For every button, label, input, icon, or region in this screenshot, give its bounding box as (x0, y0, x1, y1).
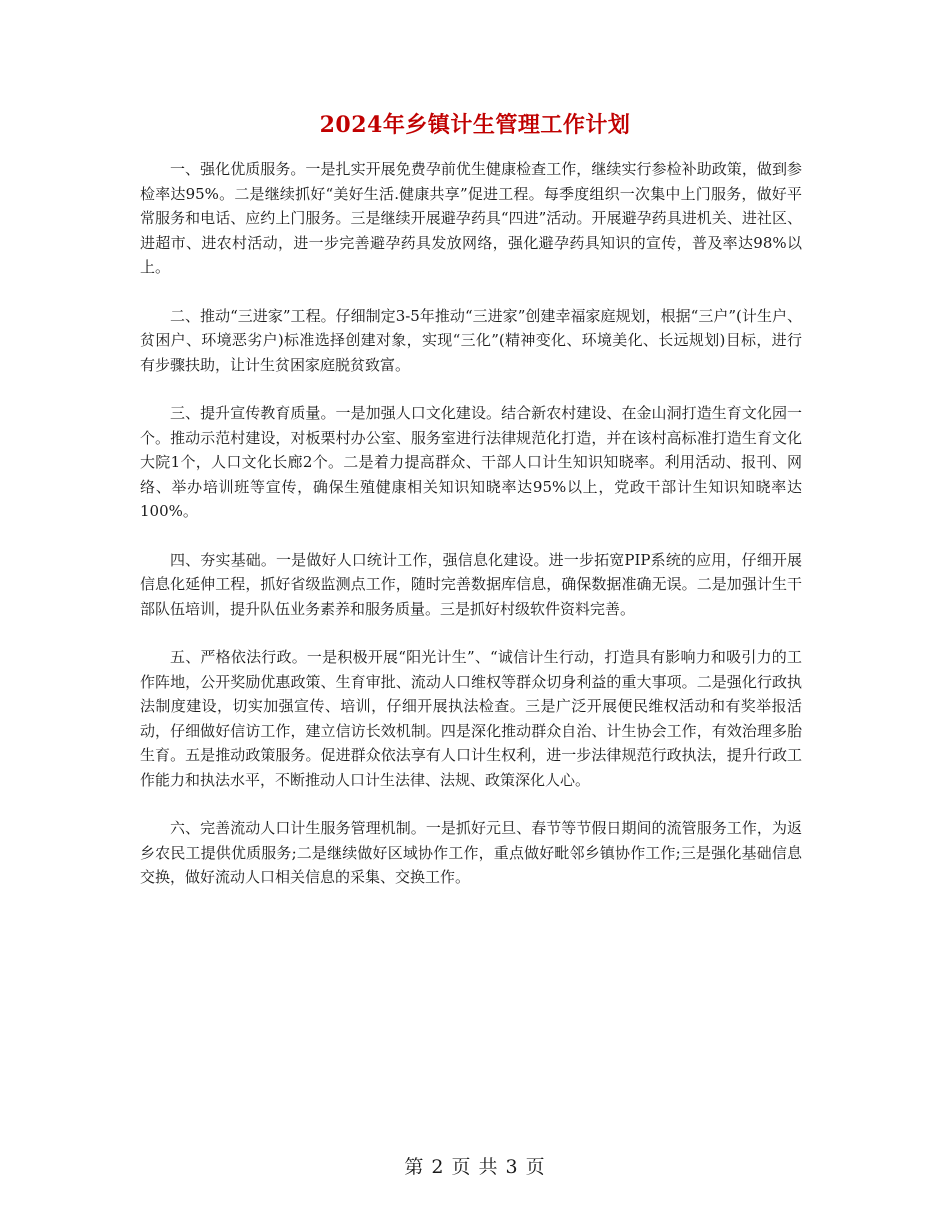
page-number-footer: 第 2 页 共 3 页 (404, 1156, 546, 1178)
paragraph-3: 三、提升宣传教育质量。一是加强人口文化建设。结合新农村建设、在金山洞打造生育文化园一个。推动示范村建设，对板栗村办公室、服务室进行法律规范化打造，并在该村高标准打造生育文化大院1个，人口文化长廊2个。二是着力提高群众、干部人口计生知识知晓率。利用活动、报刊、网络、举办培训班等宣传，确保生殖健康相关知识知晓率达95%以上，党政干部计生知识知晓率达100%。 (140, 404, 802, 520)
document-title: 2024年乡镇计生管理工作计划 (319, 112, 631, 138)
paragraph-5: 五、严格依法行政。一是积极开展“阳光计生”、“诚信计生行动，打造具有影响力和吸引力的工作阵地，公开奖励优惠政策、生育审批、流动人口维权等群众切身利益的重大事项。二是强化行政执法制度建设，切实加强宣传、培训，仔细开展执法检查。三是广泛开展便民维权活动和有奖举报活动，仔细做好信访工作，建立信访长效机制。四是深化推动群众自治、计生协会工作，有效治理多胎生育。五是推动政策服务。促进群众依法享有人口计生权利，进一步法律规范行政执法，提升行政工作能力和执法水平，不断推动人口计生法律、法规、政策深化人心。 (140, 648, 802, 789)
paragraph-6: 六、完善流动人口计生服务管理机制。一是抓好元旦、春节等节假日期间的流管服务工作，为返乡农民工提供优质服务;二是继续做好区域协作工作，重点做好毗邻乡镇协作工作;三是强化基础信息交换，做好流动人口相关信息的采集、交换工作。 (140, 819, 802, 886)
paragraph-1: 一、强化优质服务。一是扎实开展免费孕前优生健康检查工作，继续实行参检补助政策，做到参检率达95%。二是继续抓好“美好生活.健康共享”促进工程。每季度组织一次集中上门服务，做好平常服务和电话、应约上门服务。三是继续开展避孕药具“四进”活动。开展避孕药具进机关、进社区、进超市、进农村活动，进一步完善避孕药具发放网络，强化避孕药具知识的宣传，普及率达98%以上。 (140, 160, 802, 276)
paragraph-4: 四、夯实基础。一是做好人口统计工作，强信息化建设。进一步拓宽PIP系统的应用，仔细开展信息化延伸工程，抓好省级监测点工作，随时完善数据库信息，确保数据准确无误。二是加强计生干部队伍培训，提升队伍业务素养和服务质量。三是抓好村级软件资料完善。 (140, 550, 802, 618)
document-body (140, 157, 802, 914)
paragraph-2: 二、推动“三进家”工程。仔细制定3-5年推动“三进家”创建幸福家庭规划，根据“三户”(计生户、贫困户、环境恶劣户)标准选择创建对象，实现“三化”(精神变化、环境美化、长远规划)目标，进行有步骤扶助，让计生贫困家庭脱贫致富。 (140, 306, 802, 374)
